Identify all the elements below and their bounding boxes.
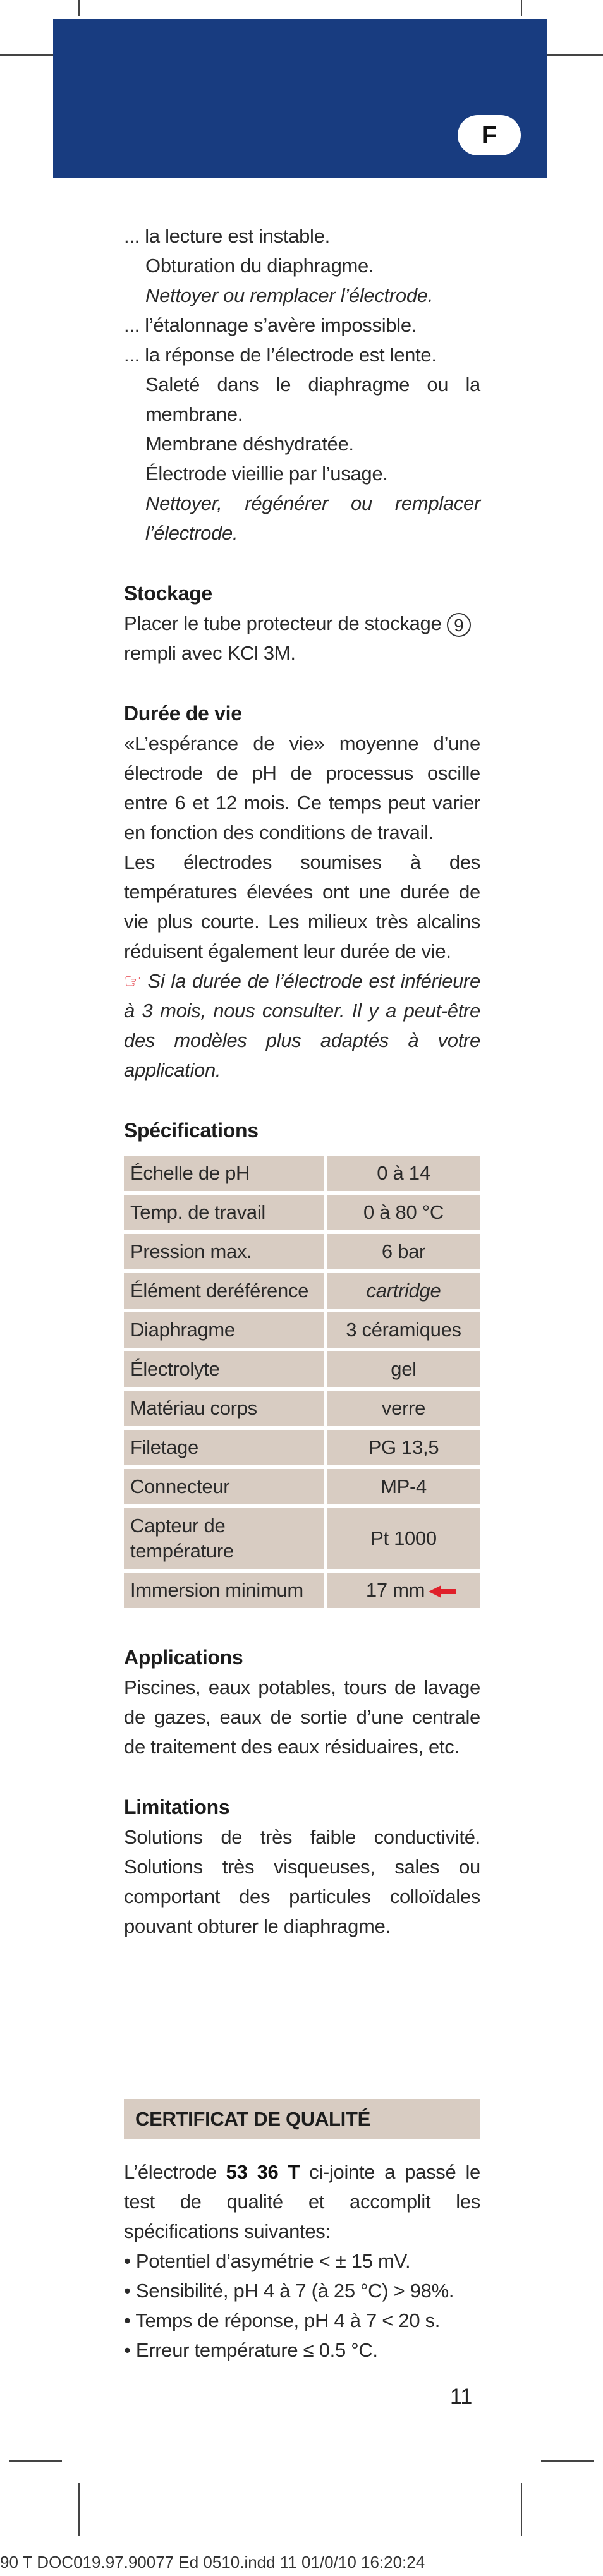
spec-value-text: 17 mm <box>365 1579 425 1601</box>
crop-mark <box>78 2483 80 2536</box>
spec-value-text: MP-4 <box>381 1475 427 1497</box>
spec-row <box>124 1273 480 1309</box>
certificate-intro-b: ci-jointe a passé le test de qualité et accomplit les spécifications suivantes: <box>124 2161 480 2242</box>
crop-mark <box>9 2460 62 2462</box>
spec-row <box>124 1312 480 1348</box>
spec-value <box>327 1573 480 1608</box>
certificate-bullet: • Sensibilité, pH 4 à 7 (à 25 °C) > 98%. <box>124 2276 480 2306</box>
limitations-heading: Limitations <box>124 1796 230 1818</box>
spec-value-text: 0 à 80 °C <box>363 1201 444 1223</box>
trouble-line: Électrode vieillie par l’usage. <box>145 463 388 485</box>
spec-label: Pression max. <box>124 1234 327 1269</box>
red-arrow-icon <box>429 1585 441 1598</box>
language-badge: F <box>458 115 521 155</box>
spec-value-text: PG 13,5 <box>368 1436 439 1458</box>
certificate-intro <box>124 2157 480 2246</box>
spec-row <box>124 1351 480 1387</box>
spec-value-text: 6 bar <box>381 1240 426 1262</box>
spec-label: Échelle de pH <box>124 1156 327 1191</box>
spec-value-text: 0 à 14 <box>377 1162 430 1184</box>
spec-label: Filetage <box>124 1430 327 1465</box>
storage-text-b: rempli avec KCl 3M. <box>124 642 296 664</box>
spec-label: Connecteur <box>124 1469 327 1504</box>
spec-label: Matériau corps <box>124 1391 327 1426</box>
spec-row <box>124 1234 480 1269</box>
spec-row <box>124 1573 480 1608</box>
storage-text-a: Placer le tube protecteur de stockage <box>124 612 442 634</box>
spec-label: Capteur de température <box>124 1508 327 1569</box>
trouble-line: Nettoyer, régénérer ou remplacer l’électrode. <box>145 492 480 544</box>
spec-value <box>327 1195 480 1230</box>
trouble-line: Obturation du diaphragme. <box>145 255 374 277</box>
trouble-line: Membrane déshydratée. <box>145 433 354 455</box>
spec-label: Diaphragme <box>124 1312 327 1348</box>
certificate-bullet: • Potentiel d’asymétrie < ± 15 mV. <box>124 2246 480 2276</box>
spec-value-text: 3 céramiques <box>346 1319 461 1341</box>
spec-table <box>124 1152 480 1612</box>
trouble-line: ... la réponse de l’électrode est lente. <box>124 344 437 366</box>
spec-label: Électrolyte <box>124 1351 327 1387</box>
spec-value <box>327 1234 480 1269</box>
spec-value <box>327 1430 480 1465</box>
applications-heading: Applications <box>124 1646 243 1669</box>
trouble-line: Nettoyer ou remplacer l’électrode. <box>145 284 434 306</box>
spec-value <box>327 1312 480 1348</box>
trouble-line: Saleté dans le diaphragme ou la membrane. <box>145 373 480 425</box>
spec-value-text: gel <box>391 1358 417 1380</box>
spec-label: Immersion minimum <box>124 1573 327 1608</box>
spec-value <box>327 1469 480 1504</box>
specs-heading: Spécifications <box>124 1119 259 1142</box>
limitations-text: Solutions de très faible conductivité. Solutions très visqueuses, sales ou comportant des particules colloïdales pouvant obturer le diaphragme. <box>124 1826 480 1937</box>
certificate-model: 53 36 T <box>226 2161 300 2183</box>
lifetime-note <box>124 966 480 1085</box>
header-band <box>53 19 547 178</box>
spec-value <box>327 1156 480 1191</box>
lifetime-paragraph-2: Les électrodes soumises à des températures élevées ont une durée de vie plus courte. Les milieux très alcalins réduisent également leur durée de vie. <box>124 851 480 962</box>
spec-label: Temp. de travail <box>124 1195 327 1230</box>
spec-value <box>327 1391 480 1426</box>
trouble-line: ... la lecture est instable. <box>124 225 330 247</box>
certificate-intro-a: L’électrode <box>124 2161 217 2183</box>
spec-value <box>327 1273 480 1309</box>
storage-heading: Stockage <box>124 582 212 605</box>
certificate-heading: CERTIFICAT DE QUALITÉ <box>124 2099 480 2139</box>
applications-text: Piscines, eaux potables, tours de lavage de gazes, eaux de sortie d’une centrale de traitement des eaux résiduaires, etc. <box>124 1676 480 1758</box>
spec-row <box>124 1469 480 1504</box>
spec-value-text: verre <box>381 1397 426 1419</box>
spec-row <box>124 1430 480 1465</box>
crop-mark <box>521 0 522 16</box>
page-number: 11 <box>450 2385 473 2409</box>
certificate-bullets <box>124 2246 480 2365</box>
certificate-bullet: • Temps de réponse, pH 4 à 7 < 20 s. <box>124 2306 480 2335</box>
crop-mark <box>542 54 603 56</box>
warning-hand-icon: ☞ <box>124 970 142 992</box>
spec-row <box>124 1391 480 1426</box>
crop-mark <box>0 54 61 56</box>
spec-row <box>124 1508 480 1569</box>
storage-text <box>124 608 480 668</box>
spec-value-text: cartridge <box>366 1279 441 1302</box>
lifetime-heading: Durée de vie <box>124 702 242 725</box>
trouble-line: ... l’étalonnage s’avère impossible. <box>124 314 417 336</box>
crop-mark <box>78 0 80 16</box>
spec-row <box>124 1195 480 1230</box>
spec-label: Élément deréférence <box>124 1273 327 1309</box>
page-content <box>124 221 480 2365</box>
troubleshooting-list <box>124 221 480 548</box>
crop-mark <box>521 2483 522 2536</box>
spec-value <box>327 1508 480 1569</box>
spec-value-text: Pt 1000 <box>370 1527 437 1549</box>
lifetime-paragraph-1: «L’espérance de vie» moyenne d’une électrode de pH de processus oscille entre 6 et 12 mois. Ce temps peut varier en fonction des conditions de travail. <box>124 732 480 844</box>
certificate-bullet: • Erreur température ≤ 0.5 °C. <box>124 2335 480 2365</box>
lifetime-note-text: Si la durée de l’électrode est inférieure à 3 mois, nous consulter. Il y a peut-être des modèles plus adaptés à votre application. <box>124 970 480 1081</box>
spec-row <box>124 1156 480 1191</box>
spec-value <box>327 1351 480 1387</box>
circled-number-9: 9 <box>447 613 471 637</box>
footer-slug: 90 T DOC019.97.90077 Ed 0510.indd 11 01/0/10 16:20:24 <box>0 2553 425 2572</box>
crop-mark <box>541 2460 594 2462</box>
